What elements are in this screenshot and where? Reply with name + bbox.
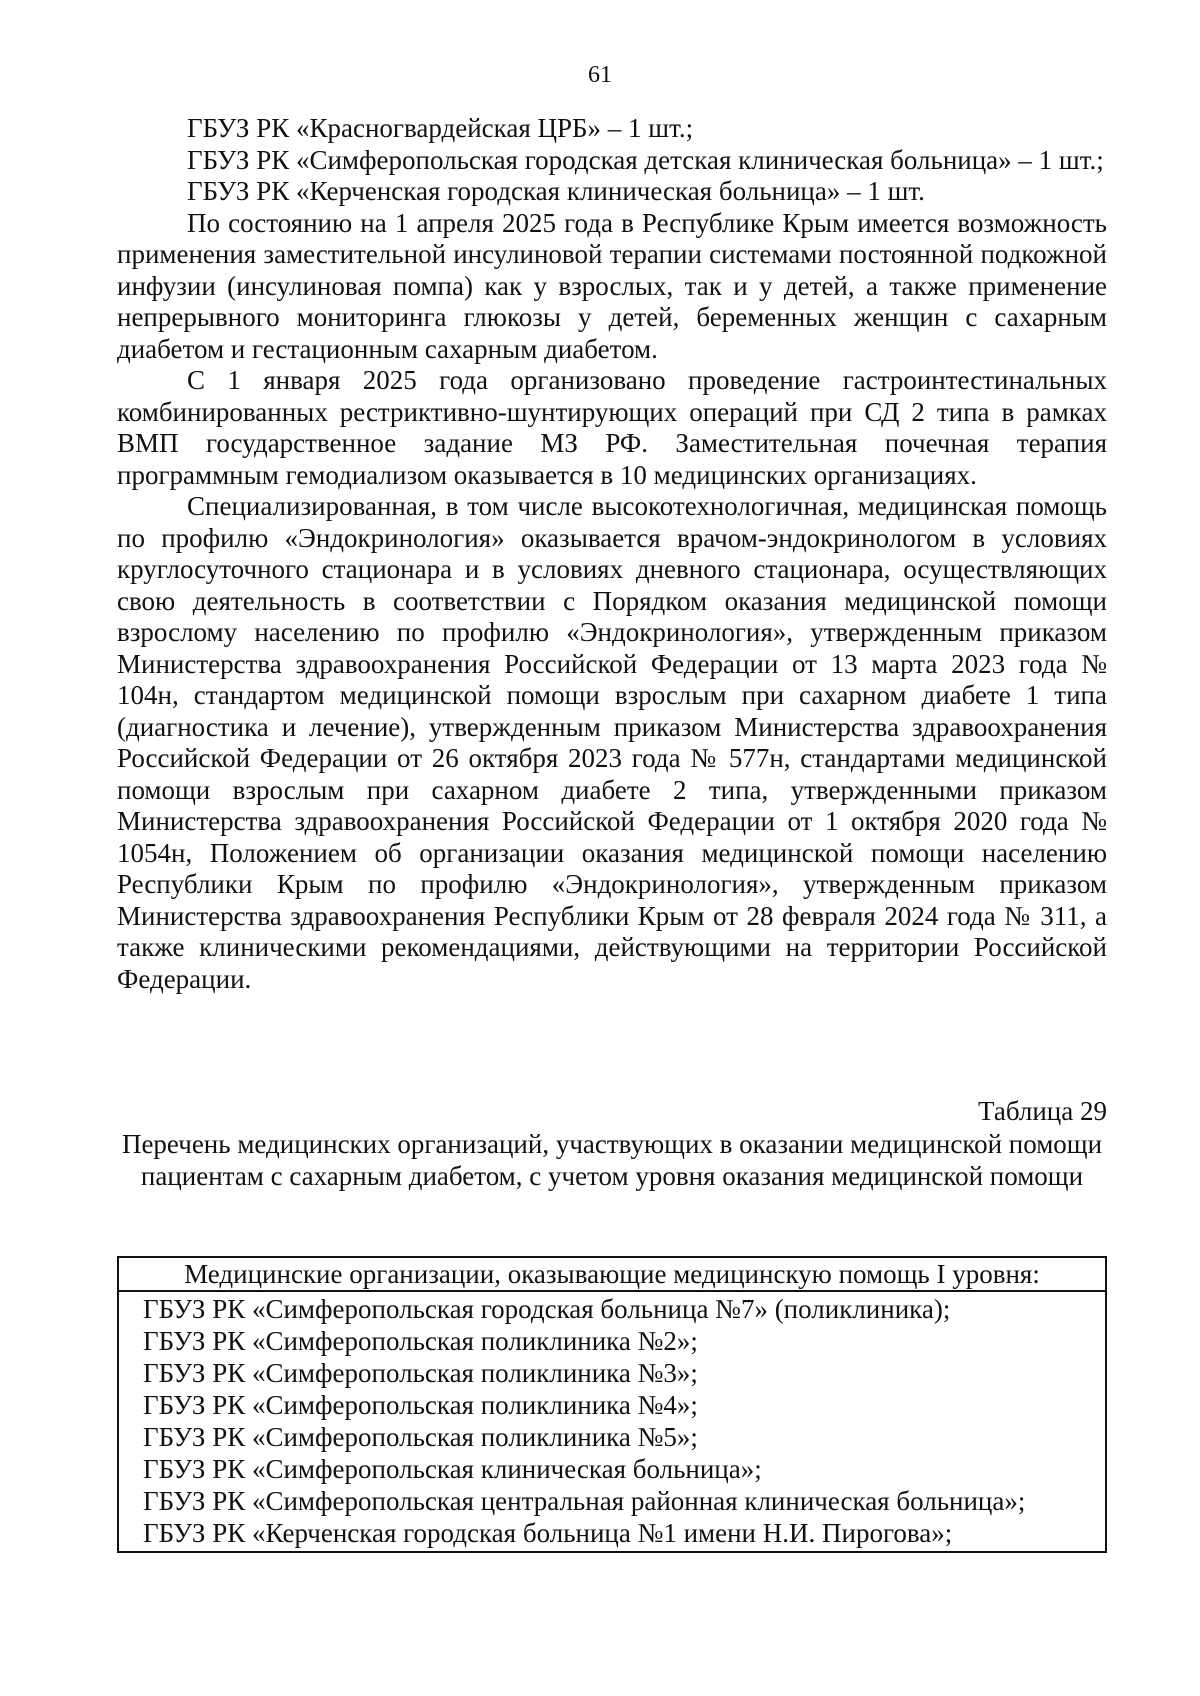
paragraph: ГБУЗ РК «Керченская городская клиническая больница» – 1 шт. (187, 176, 925, 206)
table-row: ГБУЗ РК «Симферопольская поликлиника №2»; (143, 1326, 698, 1356)
paragraph: ГБУЗ РК «Красногвардейская ЦРБ» – 1 шт.; (187, 113, 694, 143)
table-title: Перечень медицинских организаций, участвующих в оказании медицинской помощи пациентам с сахарным диабетом, с учетом уровня оказания медицинской помощи (121, 1129, 1103, 1191)
page-number: 61 (588, 62, 612, 88)
table-body (119, 1292, 1105, 1551)
paragraph: Специализированная, в том числе высокотехнологичная, медицинская помощь по профилю «Эндокринология» оказывается врачом-эндокринологом в условиях круглосуточного стационара и в условиях дневного стационара, осуществляющих свою деятельность в соответствии с Порядком оказания медицинской помощи взрослому населению по профилю «Эндокринология», утвержденным приказом Министерства здравоохранения Российской Федерации от 13 марта 2023 года № 104н, стандартом медицинской помощи взрослым при сахарном диабете 1 типа (диагностика и лечение), утвержденным приказом Министерства здравоохранения Российской Федерации от 26 октября 2023 года № 577н, стандартами медицинской помощи взрослым при сахарном диабете 2 типа, утвержденными приказом Министерства здравоохранения Российской Федерации от 1 октября 2020 года № 1054н, Положением об организации оказания медицинской помощи населению Республики Крым по профилю «Эндокринология», утвержденным приказом Министерства здравоохранения Республики Крым от 28 февраля 2024 года № 311, а также клиническими рекомендациями, действующими на территории Российской Федерации. (117, 491, 1107, 994)
table-header: Медицинские организации, оказывающие медицинскую помощь I уровня: (119, 1258, 1105, 1292)
table-row: ГБУЗ РК «Симферопольская поликлиника №5»; (143, 1422, 698, 1452)
table-row: ГБУЗ РК «Симферопольская поликлиника №3»; (143, 1358, 698, 1388)
paragraph: По состоянию на 1 апреля 2025 года в Республике Крым имеется возможность применения заместительной инсулиновой терапии системами постоянной подкожной инфузии (инсулиновая помпа) как у взрослых, так и у детей, а также применение непрерывного мониторинга глюкозы у детей, беременных женщин с сахарным диабетом и гестационным сахарным диабетом. (117, 207, 1107, 364)
paragraph: ГБУЗ РК «Симферопольская городская детская клиническая больница» – 1 шт.; (187, 144, 1104, 175)
table-row: ГБУЗ РК «Симферопольская городская больница №7» (поликлиника); (143, 1294, 951, 1324)
table-row: ГБУЗ РК «Симферопольская центральная районная клиническая больница»; (143, 1486, 1026, 1516)
table-row: ГБУЗ РК «Симферопольская поликлиника №4»; (143, 1390, 698, 1420)
table-row: ГБУЗ РК «Симферопольская клиническая больница»; (143, 1454, 762, 1484)
body-text (117, 113, 1107, 995)
table-row: ГБУЗ РК «Керченская городская больница №1 имени Н.И. Пирогова»; (143, 1518, 953, 1548)
organizations-table (117, 1256, 1107, 1553)
table-label: Таблица 29 (978, 1096, 1107, 1126)
paragraph: С 1 января 2025 года организовано проведение гастроинтестинальных комбинированных рестриктивно-шунтирующих операций при СД 2 типа в рамках ВМП государственное задание МЗ РФ. Заместительная почечная терапия программным гемодиализом оказывается в 10 медицинских организациях. (117, 365, 1107, 490)
